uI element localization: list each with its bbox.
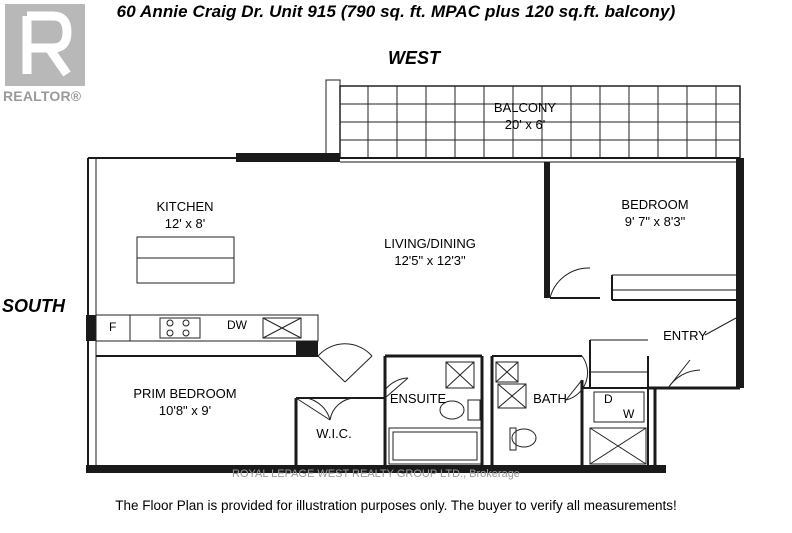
room-balcony-name: BALCONY [493,100,557,115]
dishwasher-label: DW [227,318,247,332]
kitchen-fixtures [96,237,318,356]
compass-south: SOUTH [2,296,65,316]
room-prim-bedroom-size: 10'8" x 9' [158,403,212,418]
room-balcony [470,99,580,133]
room-bedroom-size: 9' 7" x 8'3" [624,214,686,229]
room-kitchen-size: 12' x 8' [164,216,206,231]
footer-disclaimer: The Floor Plan is provided for illustration purposes only. The buyer to verify all measurements! [115,498,677,513]
listing-title: 60 Annie Craig Dr. Unit 915 (790 sq. ft. MPAC plus 120 sq.ft. balcony) [116,2,676,21]
room-ensuite-name: ENSUITE [389,391,447,406]
room-living-size: 12'5" x 12'3" [394,253,466,268]
room-living-name: LIVING/DINING [384,236,476,251]
bath-fixtures [389,362,646,464]
room-wic-name: W.I.C. [316,426,352,441]
room-bedroom-name: BEDROOM [621,197,689,212]
room-living-dining [360,235,500,269]
room-entry [650,327,720,344]
room-entry-name: ENTRY [663,328,707,343]
room-ensuite [388,390,448,407]
brokerage-watermark: ROYAL LEPAGE WEST REALTY GROUP LTD., Brokerage [232,468,520,480]
washer-label: W [623,407,635,421]
fridge-label: F [109,320,117,334]
room-balcony-size: 20' x 6' [504,117,546,132]
realtor-logo-text: REALTOR® [3,88,82,104]
room-bath-name: BATH [533,391,567,406]
room-prim-bedroom-name: PRIM BEDROOM [133,386,237,401]
room-bath [528,390,572,407]
room-kitchen-name: KITCHEN [156,199,214,214]
dryer-label: D [604,392,613,406]
room-bedroom [595,196,715,230]
compass-west: WEST [388,48,440,68]
room-kitchen [130,198,240,232]
bedroom-walls [544,162,736,300]
room-prim-bedroom [120,385,250,419]
room-wic [312,425,356,442]
